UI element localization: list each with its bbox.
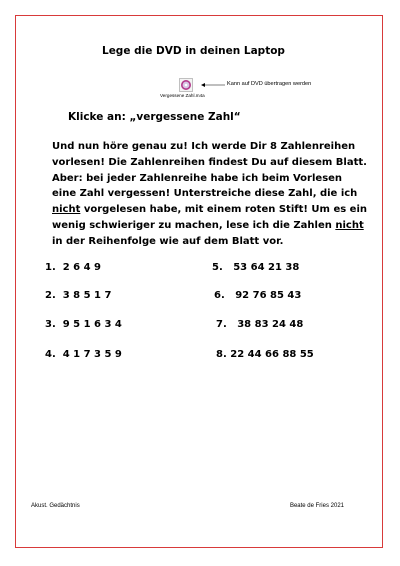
row-numbers: 92 76 85 43 xyxy=(235,290,302,301)
paragraph-line: in der Reihenfolge wie auf dem Blatt vor. xyxy=(52,235,284,247)
instructions-paragraph xyxy=(52,139,382,250)
row-numbers: 4 1 7 3 5 9 xyxy=(62,349,122,360)
row-label: 2. xyxy=(45,290,56,301)
row-numbers: 3 8 5 1 7 xyxy=(62,290,112,301)
row-numbers: 53 64 21 38 xyxy=(233,262,300,273)
row-label: 7. xyxy=(216,319,227,330)
underlined-word: nicht xyxy=(335,219,364,231)
paragraph-text: vorgelesen habe, mit einem roten Stift! Um es ein xyxy=(80,204,367,216)
instruction: Klicke an: „vergessene Zahl“ xyxy=(68,111,241,123)
number-row xyxy=(45,349,122,360)
row-numbers: 9 5 1 6 3 4 xyxy=(62,319,122,330)
paragraph-line xyxy=(52,202,382,218)
row-label: 8. xyxy=(216,349,227,360)
footer-right: Beate de Fries 2021 xyxy=(289,503,344,509)
number-row xyxy=(214,290,301,301)
underlined-word: nicht xyxy=(52,204,81,216)
row-label: 4. xyxy=(45,349,56,360)
row-label: 1. xyxy=(45,262,56,273)
row-numbers: 22 44 66 88 55 xyxy=(230,349,314,360)
footer-left: Akust. Gedächtnis xyxy=(31,503,80,509)
row-label: 5. xyxy=(212,262,223,273)
dvd-note: Kann auf DVD übertragen werden xyxy=(227,81,312,87)
number-row xyxy=(212,262,299,273)
arrow-left-icon xyxy=(201,82,225,88)
row-label: 3. xyxy=(45,319,56,330)
row-numbers: 2 6 4 9 xyxy=(62,262,102,273)
number-row xyxy=(45,262,101,273)
row-label: 6. xyxy=(214,290,225,301)
page-title: Lege die DVD in deinen Laptop xyxy=(102,45,285,57)
number-row xyxy=(216,349,314,360)
paragraph-line: vorlesen! Die Zahlenreihen findest Du auf diesem Blatt. xyxy=(52,156,367,168)
dvd-icon[interactable] xyxy=(179,78,193,92)
paragraph-line: Aber: bei jeder Zahlenreihe habe ich beim Vorlesen xyxy=(52,172,343,184)
paragraph-line: eine Zahl vergessen! Unterstreiche diese Zahl, die ich xyxy=(52,188,358,200)
dvd-file-label[interactable]: Vergessene Zahl.m4a xyxy=(160,93,205,98)
row-numbers: 38 83 24 48 xyxy=(237,319,304,330)
number-row xyxy=(45,290,111,301)
paragraph-line xyxy=(52,218,382,234)
number-row xyxy=(45,319,122,330)
number-row xyxy=(216,319,303,330)
paragraph-line: Und nun höre genau zu! Ich werde Dir 8 Zahlenreihen xyxy=(52,141,356,152)
paragraph-text: wenig schwieriger zu machen, lese ich die Zahlen xyxy=(52,219,336,231)
